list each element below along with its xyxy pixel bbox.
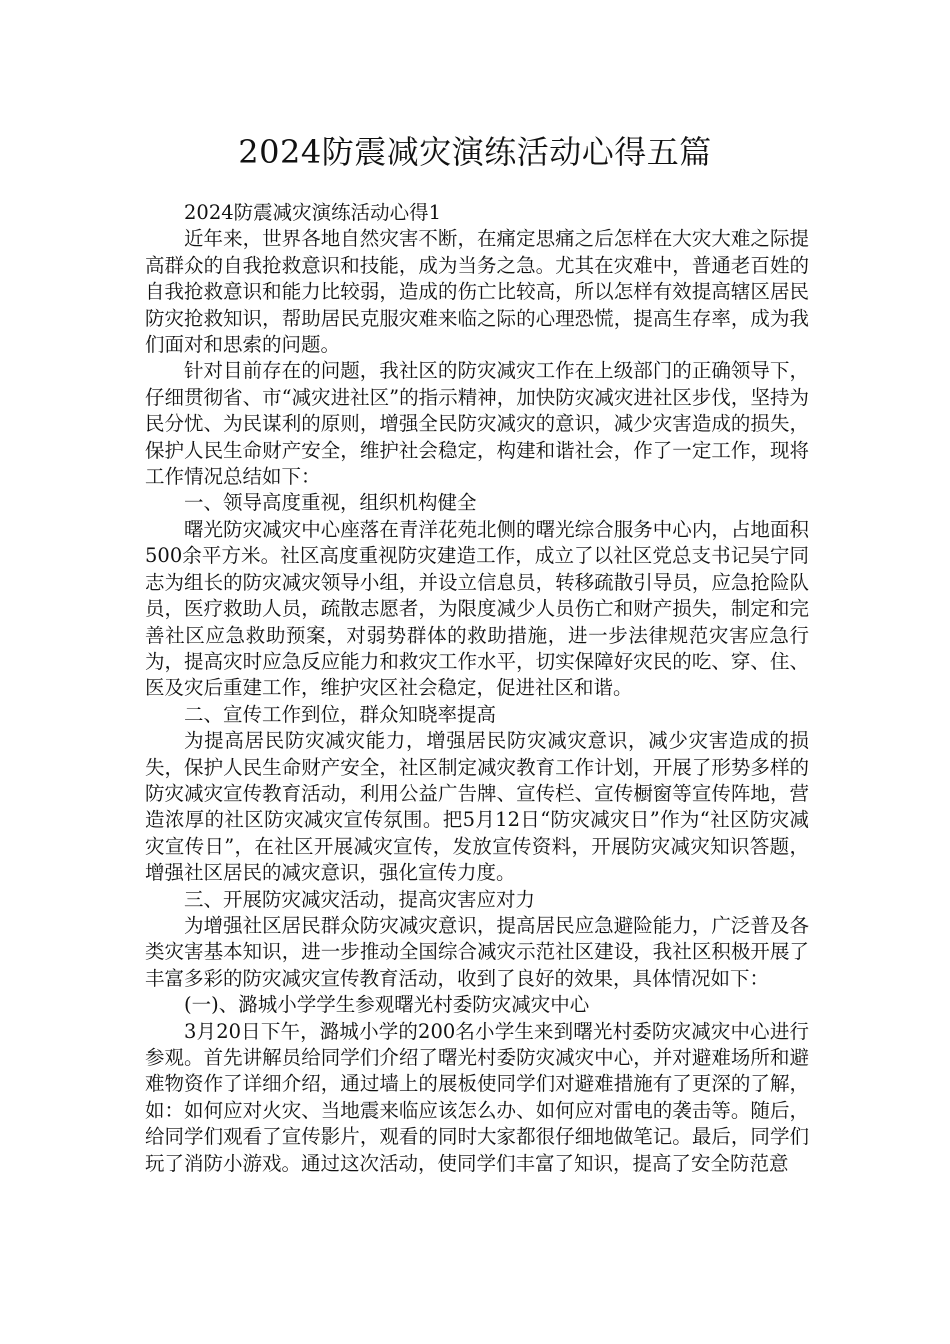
paragraph-intro: 近年来，世界各地自然灾害不断，在痛定思痛之后怎样在大灾大难之际提高群众的自我抢救意识和技能，成为当务之急。尤其在灾难中，普通老百姓的自我抢救意识和能力比较弱，造成的伤亡比较高，所以怎样有效提高辖区居民防灾抢救知识，帮助居民克服灾难来临之际的心理恐慌，提高生存率，成为我们面对和思索的问题。 bbox=[145, 227, 809, 357]
section-heading-2: 二、宣传工作到位，群众知晓率提高 bbox=[184, 702, 497, 726]
section-heading-3: 三、开展防灾减灾活动，提高灾害应对力 bbox=[184, 887, 536, 911]
paragraph-subtitle: 2024防震减灾演练活动心得1 bbox=[184, 201, 442, 224]
document-body bbox=[145, 200, 809, 1177]
section-heading-1: 一、领导高度重视，组织机构健全 bbox=[184, 491, 477, 515]
document-title: 2024防震减灾演练活动心得五篇 bbox=[238, 133, 712, 171]
paragraph-problem: 针对目前存在的问题，我社区的防灾减灾工作在上级部门的正确领导下，仔细贯彻省、市“减灾进社区”的指示精神，加快防灾减灾进社区步伐，坚持为民分忧、为民谋利的原则，增强全民防灾减灾的意识，减少灾害造成的损失，保护人民生命财产安全，维护社会稳定，构建和谐社会，作了一定工作，现将工作情况总结如下： bbox=[145, 359, 809, 489]
paragraph-section-1: 曙光防灾减灾中心座落在青洋花苑北侧的曙光综合服务中心内，占地面积500余平方米。社区高度重视防灾建造工作，成立了以社区党总支书记吴宁同志为组长的防灾减灾领导小组，并设立信息员，转移疏散引导员，应急抢险队员，医疗救助人员，疏散志愿者，为限度减少人员伤亡和财产损失，制定和完善社区应急救助预案，对弱势群体的救助措施，进一步法律规范灾害应急行为，提高灾时应急反应能力和救灾工作水平，切实保障好灾民的吃、穿、住、医及灾后重建工作，维护灾区社会稳定，促进社区和谐。 bbox=[145, 517, 809, 700]
subsection-heading-1: (一)、潞城小学学生参观曙光村委防灾减灾中心 bbox=[184, 993, 590, 1017]
paragraph-section-3: 为增强社区居民群众防灾减灾意识，提高居民应急避险能力，广泛普及各类灾害基本知识，进一步推动全国综合减灾示范社区建设，我社区积极开展了丰富多彩的防灾减灾宣传教育活动，收到了良好的效果，具体情况如下： bbox=[145, 913, 809, 990]
paragraph-section-2: 为提高居民防灾减灾能力，增强居民防灾减灾意识，减少灾害造成的损失，保护人民生命财产安全，社区制定减灾教育工作计划，开展了形势多样的防灾减灾宣传教育活动，利用公益广告牌、宣传栏、宣传橱窗等宣传阵地，营造浓厚的社区防灾减灾宣传氛围。把5月12日“防灾减灾日”作为“社区防灾减灾宣传日”，在社区开展减灾宣传，发放宣传资料，开展防灾减灾知识答题，增强社区居民的减灾意识，强化宣传力度。 bbox=[145, 729, 809, 885]
paragraph-subsection-1: 3月20日下午，潞城小学的200名小学生来到曙光村委防灾减灾中心进行参观。首先讲解员给同学们介绍了曙光村委防灾减灾中心，并对避难场所和避难物资作了详细介绍，通过墙上的展板使同学们对避难措施有了更深的了解，如：如何应对火灾、当地震来临应该怎么办、如何应对雷电的袭击等。随后，给同学们观看了宣传影片，观看的同时大家都很仔细地做笔记。最后，同学们玩了消防小游戏。通过这次活动，使同学们丰富了知识，提高了安全防范意 bbox=[145, 1019, 809, 1175]
